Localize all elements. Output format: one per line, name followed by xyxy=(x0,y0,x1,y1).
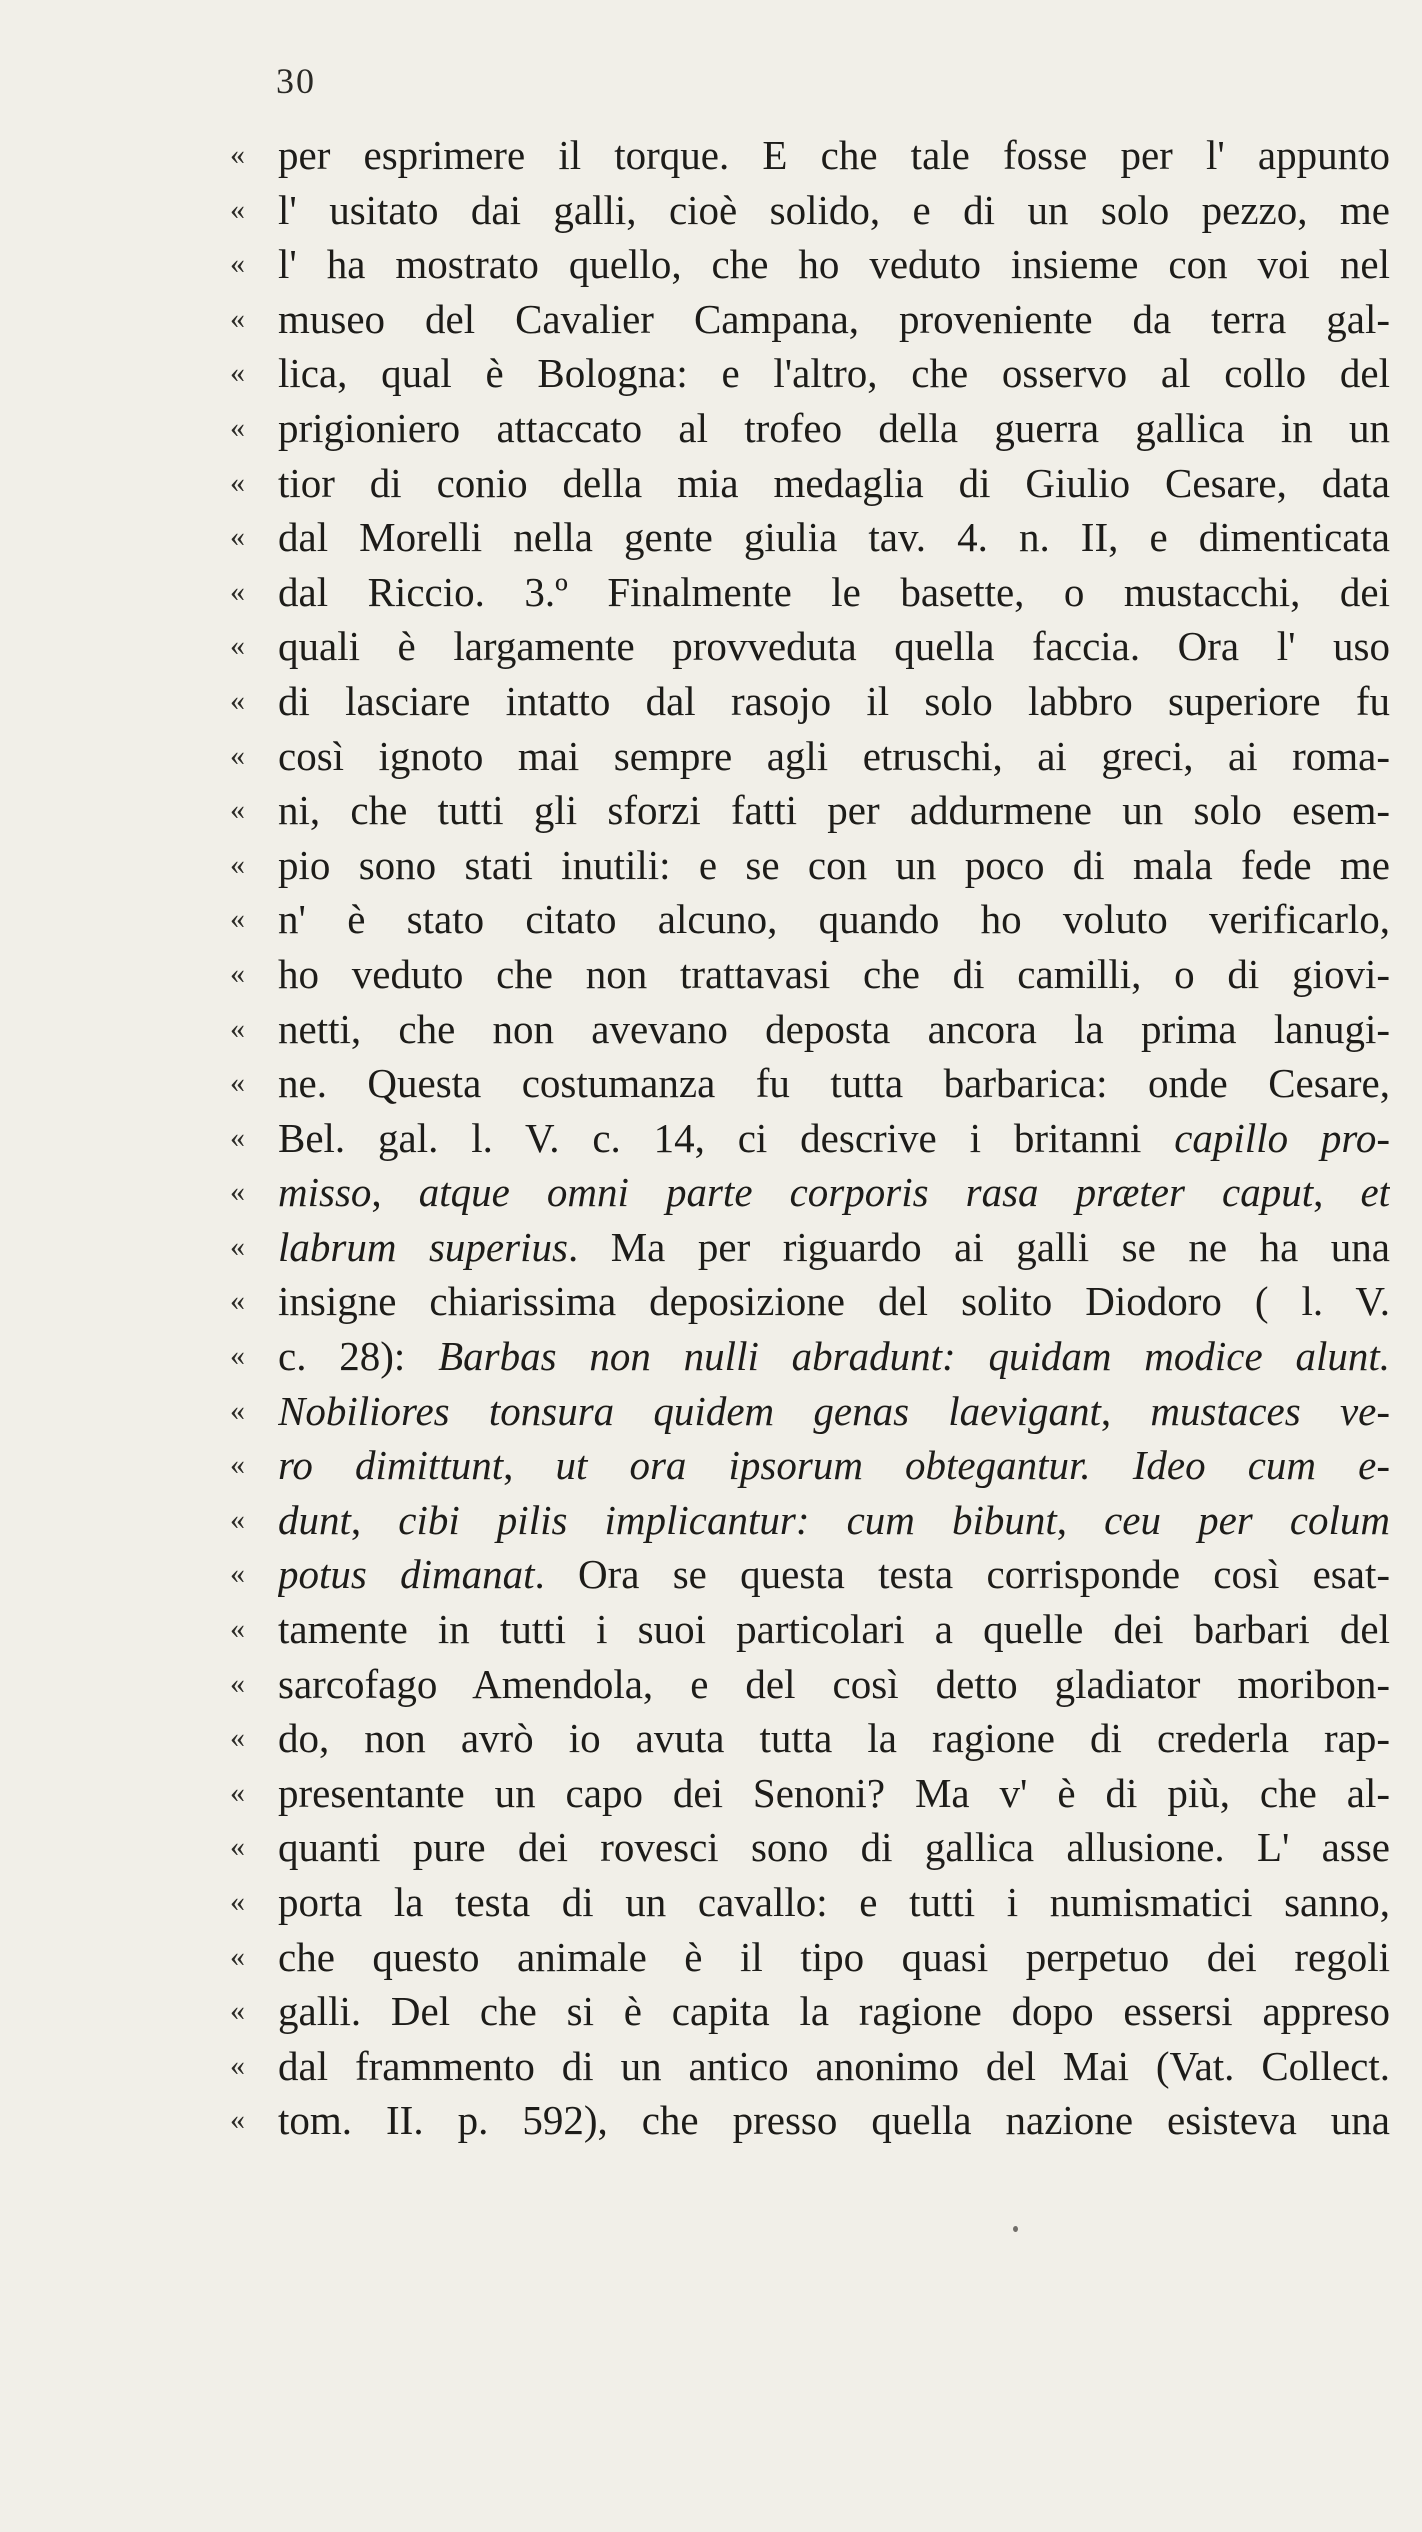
line-text xyxy=(278,674,1390,729)
line-text xyxy=(278,183,1390,238)
text-line xyxy=(230,510,1390,565)
quotation-mark: « xyxy=(230,1775,245,1809)
line-text xyxy=(278,346,1390,401)
text-line xyxy=(230,346,1390,401)
quotation-mark: « xyxy=(230,1339,245,1373)
roman-text: di lasciare intatto dal rasojo il solo labbro superiore fu xyxy=(278,677,1390,724)
text-line xyxy=(230,456,1390,511)
roman-text: dal Riccio. 3.º Finalmente le basette, o mustacchi, dei xyxy=(278,568,1390,615)
line-text xyxy=(278,1657,1390,1712)
text-line xyxy=(230,783,1390,838)
text-line xyxy=(230,128,1390,183)
quotation-mark: « xyxy=(230,1066,245,1100)
text-line xyxy=(230,1930,1390,1985)
quotation-mark: « xyxy=(230,1885,245,1918)
text-line xyxy=(230,619,1390,674)
roman-text: così ignoto mai sempre agli etruschi, ai greci, ai roma- xyxy=(278,732,1390,779)
quotation-mark: « xyxy=(230,629,245,663)
line-text xyxy=(278,1111,1390,1166)
line-text xyxy=(278,1329,1390,1384)
line-text xyxy=(278,783,1390,838)
quotation-mark: « xyxy=(230,1175,245,1209)
line-text xyxy=(278,456,1390,511)
roman-text: pio sono stati inutili: e se con un poco di mala fede me xyxy=(278,841,1390,888)
italic-latin-text: misso xyxy=(278,1169,372,1216)
italic-latin-text: atque omni parte corporis rasa præter caput xyxy=(418,1169,1314,1216)
quotation-mark: « xyxy=(230,1448,245,1482)
text-line xyxy=(230,1438,1390,1493)
quotation-mark: « xyxy=(230,1830,245,1864)
quotation-mark: « xyxy=(230,247,245,281)
text-line xyxy=(230,1820,1390,1875)
line-text xyxy=(278,1984,1390,2039)
roman-text: porta la testa di un cavallo: e tutti i numismatici sanno, xyxy=(278,1879,1390,1925)
text-line xyxy=(230,1711,1390,1766)
roman-text: prigioniero attaccato al trofeo della guerra gallica in un xyxy=(278,404,1390,451)
quotation-mark: « xyxy=(230,138,245,171)
quotation-mark: « xyxy=(230,1502,245,1536)
text-line xyxy=(230,947,1390,1002)
line-text xyxy=(278,565,1390,620)
roman-text: per esprimere il torque. E che tale fosse per l' appunto xyxy=(278,132,1390,178)
quotation-mark: « xyxy=(230,356,245,390)
text-line xyxy=(230,1329,1390,1384)
line-text xyxy=(278,401,1390,456)
italic-latin-text: Nobiliores tonsura quidem genas laevigant xyxy=(278,1387,1101,1434)
text-line xyxy=(230,729,1390,784)
line-text xyxy=(278,1220,1390,1275)
line-text xyxy=(278,2093,1390,2148)
roman-text: presentante un capo dei Senoni? Ma v' è di più, che al- xyxy=(278,1769,1390,1816)
roman-text: ni, che tutti gli sforzi fatti per addurmene un solo esem- xyxy=(278,787,1390,834)
line-text xyxy=(278,729,1390,784)
italic-latin-text: ut ora ipsorum obtegantur. Ideo cum e- xyxy=(555,1442,1390,1489)
line-text xyxy=(278,128,1390,183)
quotation-mark: « xyxy=(230,1612,245,1646)
page-number: 30 xyxy=(276,61,316,101)
line-text xyxy=(278,1766,1390,1821)
line-text xyxy=(278,1165,1390,1220)
line-text xyxy=(278,1056,1390,1111)
ink-speck xyxy=(1013,2226,1018,2232)
italic-latin-text: capillo pro- xyxy=(1174,1114,1390,1161)
quotation-mark: « xyxy=(230,574,245,608)
line-text xyxy=(278,1274,1390,1329)
quotation-mark: « xyxy=(230,1939,245,1973)
quotation-mark: « xyxy=(230,465,245,499)
quotation-mark: « xyxy=(230,683,245,717)
text-line xyxy=(230,1875,1390,1930)
roman-text: , xyxy=(503,1442,556,1489)
italic-latin-text: dunt xyxy=(278,1496,351,1543)
quotation-mark: « xyxy=(230,847,245,881)
line-text xyxy=(278,838,1390,893)
quotation-mark: « xyxy=(230,1120,245,1154)
body-text xyxy=(230,128,1390,2148)
text-line xyxy=(230,674,1390,729)
text-line xyxy=(230,1766,1390,1821)
quotation-mark: « xyxy=(230,1721,245,1755)
line-text xyxy=(278,1493,1390,1548)
quotation-mark: « xyxy=(230,192,245,226)
roman-text: c. 28): xyxy=(278,1333,439,1380)
italic-latin-text: labrum superius xyxy=(278,1223,568,1270)
quotation-mark: « xyxy=(230,1229,245,1263)
roman-text: n' è stato citato alcuno, quando ho voluto verificarlo, xyxy=(278,896,1390,943)
text-line xyxy=(230,292,1390,347)
line-text xyxy=(278,1820,1390,1875)
roman-text: , xyxy=(1100,1387,1151,1434)
text-line xyxy=(230,401,1390,456)
line-text xyxy=(278,237,1390,292)
roman-text: tom. II. p. 592), che presso quella nazione esisteva una xyxy=(278,2097,1390,2144)
quotation-mark: « xyxy=(230,738,245,772)
roman-text: , xyxy=(350,1496,399,1543)
text-line xyxy=(230,1056,1390,1111)
line-text xyxy=(278,1002,1390,1057)
roman-text: . Ma per riguardo ai galli se ne ha una xyxy=(567,1223,1390,1270)
text-line xyxy=(230,1657,1390,1712)
text-line xyxy=(230,1602,1390,1657)
roman-text: tior di conio della mia medaglia di Giulio Cesare, data xyxy=(278,459,1390,506)
roman-text: lica, qual è Bologna: e l'altro, che osservo al collo del xyxy=(278,350,1390,397)
text-line xyxy=(230,1220,1390,1275)
text-line xyxy=(230,838,1390,893)
text-line xyxy=(230,892,1390,947)
text-line xyxy=(230,1547,1390,1602)
roman-text: galli. Del che si è capita la ragione dopo essersi appreso xyxy=(278,1988,1390,2035)
text-line xyxy=(230,1274,1390,1329)
roman-text: quanti pure dei rovesci sono di gallica allusione. L' asse xyxy=(278,1824,1390,1871)
line-text xyxy=(278,1602,1390,1657)
italic-latin-text: cibi pilis implicantur: cum bibunt xyxy=(398,1496,1057,1543)
quotation-mark: « xyxy=(230,956,245,990)
roman-text: dal frammento di un antico anonimo del Mai (Vat. Collect. xyxy=(278,2042,1390,2089)
quotation-mark: « xyxy=(230,793,245,827)
text-line xyxy=(230,1165,1390,1220)
roman-text: l' ha mostrato quello, che ho veduto insieme con voi nel xyxy=(278,241,1390,288)
quotation-mark: « xyxy=(230,2048,245,2082)
text-line xyxy=(230,1493,1390,1548)
line-text xyxy=(278,1711,1390,1766)
roman-text: dal Morelli nella gente giulia tav. 4. n. II, e dimenticata xyxy=(278,514,1390,561)
quotation-mark: « xyxy=(230,1011,245,1045)
text-line xyxy=(230,237,1390,292)
roman-text: netti, che non avevano deposta ancora la prima lanugi- xyxy=(278,1005,1390,1052)
quotation-mark: « xyxy=(230,1666,245,1700)
line-text xyxy=(278,619,1390,674)
line-text xyxy=(278,947,1390,1002)
roman-text: quali è largamente provveduta quella faccia. Ora l' uso xyxy=(278,623,1390,670)
text-line xyxy=(230,1002,1390,1057)
quotation-mark: « xyxy=(230,520,245,554)
text-line xyxy=(230,2039,1390,2094)
line-text xyxy=(278,2039,1390,2094)
roman-text: ho veduto che non trattavasi che di camilli, o di giovi- xyxy=(278,950,1390,997)
line-text xyxy=(278,892,1390,947)
line-text xyxy=(278,1438,1390,1493)
quotation-mark: « xyxy=(230,301,245,335)
roman-text: , xyxy=(371,1169,419,1216)
roman-text: che questo animale è il tipo quasi perpetuo dei regoli xyxy=(278,1933,1390,1980)
roman-text: insigne chiarissima deposizione del solito Diodoro ( l. V. xyxy=(278,1278,1390,1325)
italic-latin-text: et xyxy=(1360,1169,1390,1216)
italic-latin-text: mustaces ve- xyxy=(1150,1387,1390,1434)
roman-text: . Ora se questa testa corrisponde così esat- xyxy=(534,1551,1390,1598)
line-text xyxy=(278,1384,1390,1439)
text-line xyxy=(230,1384,1390,1439)
line-text xyxy=(278,292,1390,347)
line-text xyxy=(278,1875,1390,1930)
roman-text: , xyxy=(1056,1496,1105,1543)
roman-text: museo del Cavalier Campana, proveniente da terra gal- xyxy=(278,295,1390,342)
roman-text: Bel. gal. l. V. c. 14, ci descrive i britanni xyxy=(278,1114,1175,1161)
quotation-mark: « xyxy=(230,410,245,444)
text-line xyxy=(230,183,1390,238)
italic-latin-text: Barbas non nulli abradunt: quidam modice alunt. xyxy=(438,1333,1390,1380)
quotation-mark: « xyxy=(230,1557,245,1591)
quotation-mark: « xyxy=(230,1393,245,1427)
line-text xyxy=(278,510,1390,565)
roman-text: tamente in tutti i suoi particolari a quelle dei barbari del xyxy=(278,1606,1390,1653)
roman-text: do, non avrò io avuta tutta la ragione di crederla rap- xyxy=(278,1715,1390,1762)
quotation-mark: « xyxy=(230,1284,245,1318)
text-line xyxy=(230,2093,1390,2148)
text-line xyxy=(230,1111,1390,1166)
line-text xyxy=(278,1930,1390,1985)
line-text xyxy=(278,1547,1390,1602)
italic-latin-text: ceu per colum xyxy=(1104,1496,1390,1543)
text-line xyxy=(230,565,1390,620)
italic-latin-text: potus dimanat xyxy=(278,1551,535,1598)
quotation-mark: « xyxy=(230,902,245,936)
quotation-mark: « xyxy=(230,1994,245,2028)
text-line xyxy=(230,1984,1390,2039)
roman-text: l' usitato dai galli, cioè solido, e di un solo pezzo, me xyxy=(278,186,1390,233)
roman-text: , xyxy=(1313,1169,1361,1216)
roman-text: ne. Questa costumanza fu tutta barbarica: onde Cesare, xyxy=(278,1060,1390,1107)
quotation-mark: « xyxy=(230,2103,245,2137)
italic-latin-text: ro dimittunt xyxy=(278,1442,504,1489)
roman-text: sarcofago Amendola, e del così detto gladiator moribon- xyxy=(278,1660,1390,1707)
